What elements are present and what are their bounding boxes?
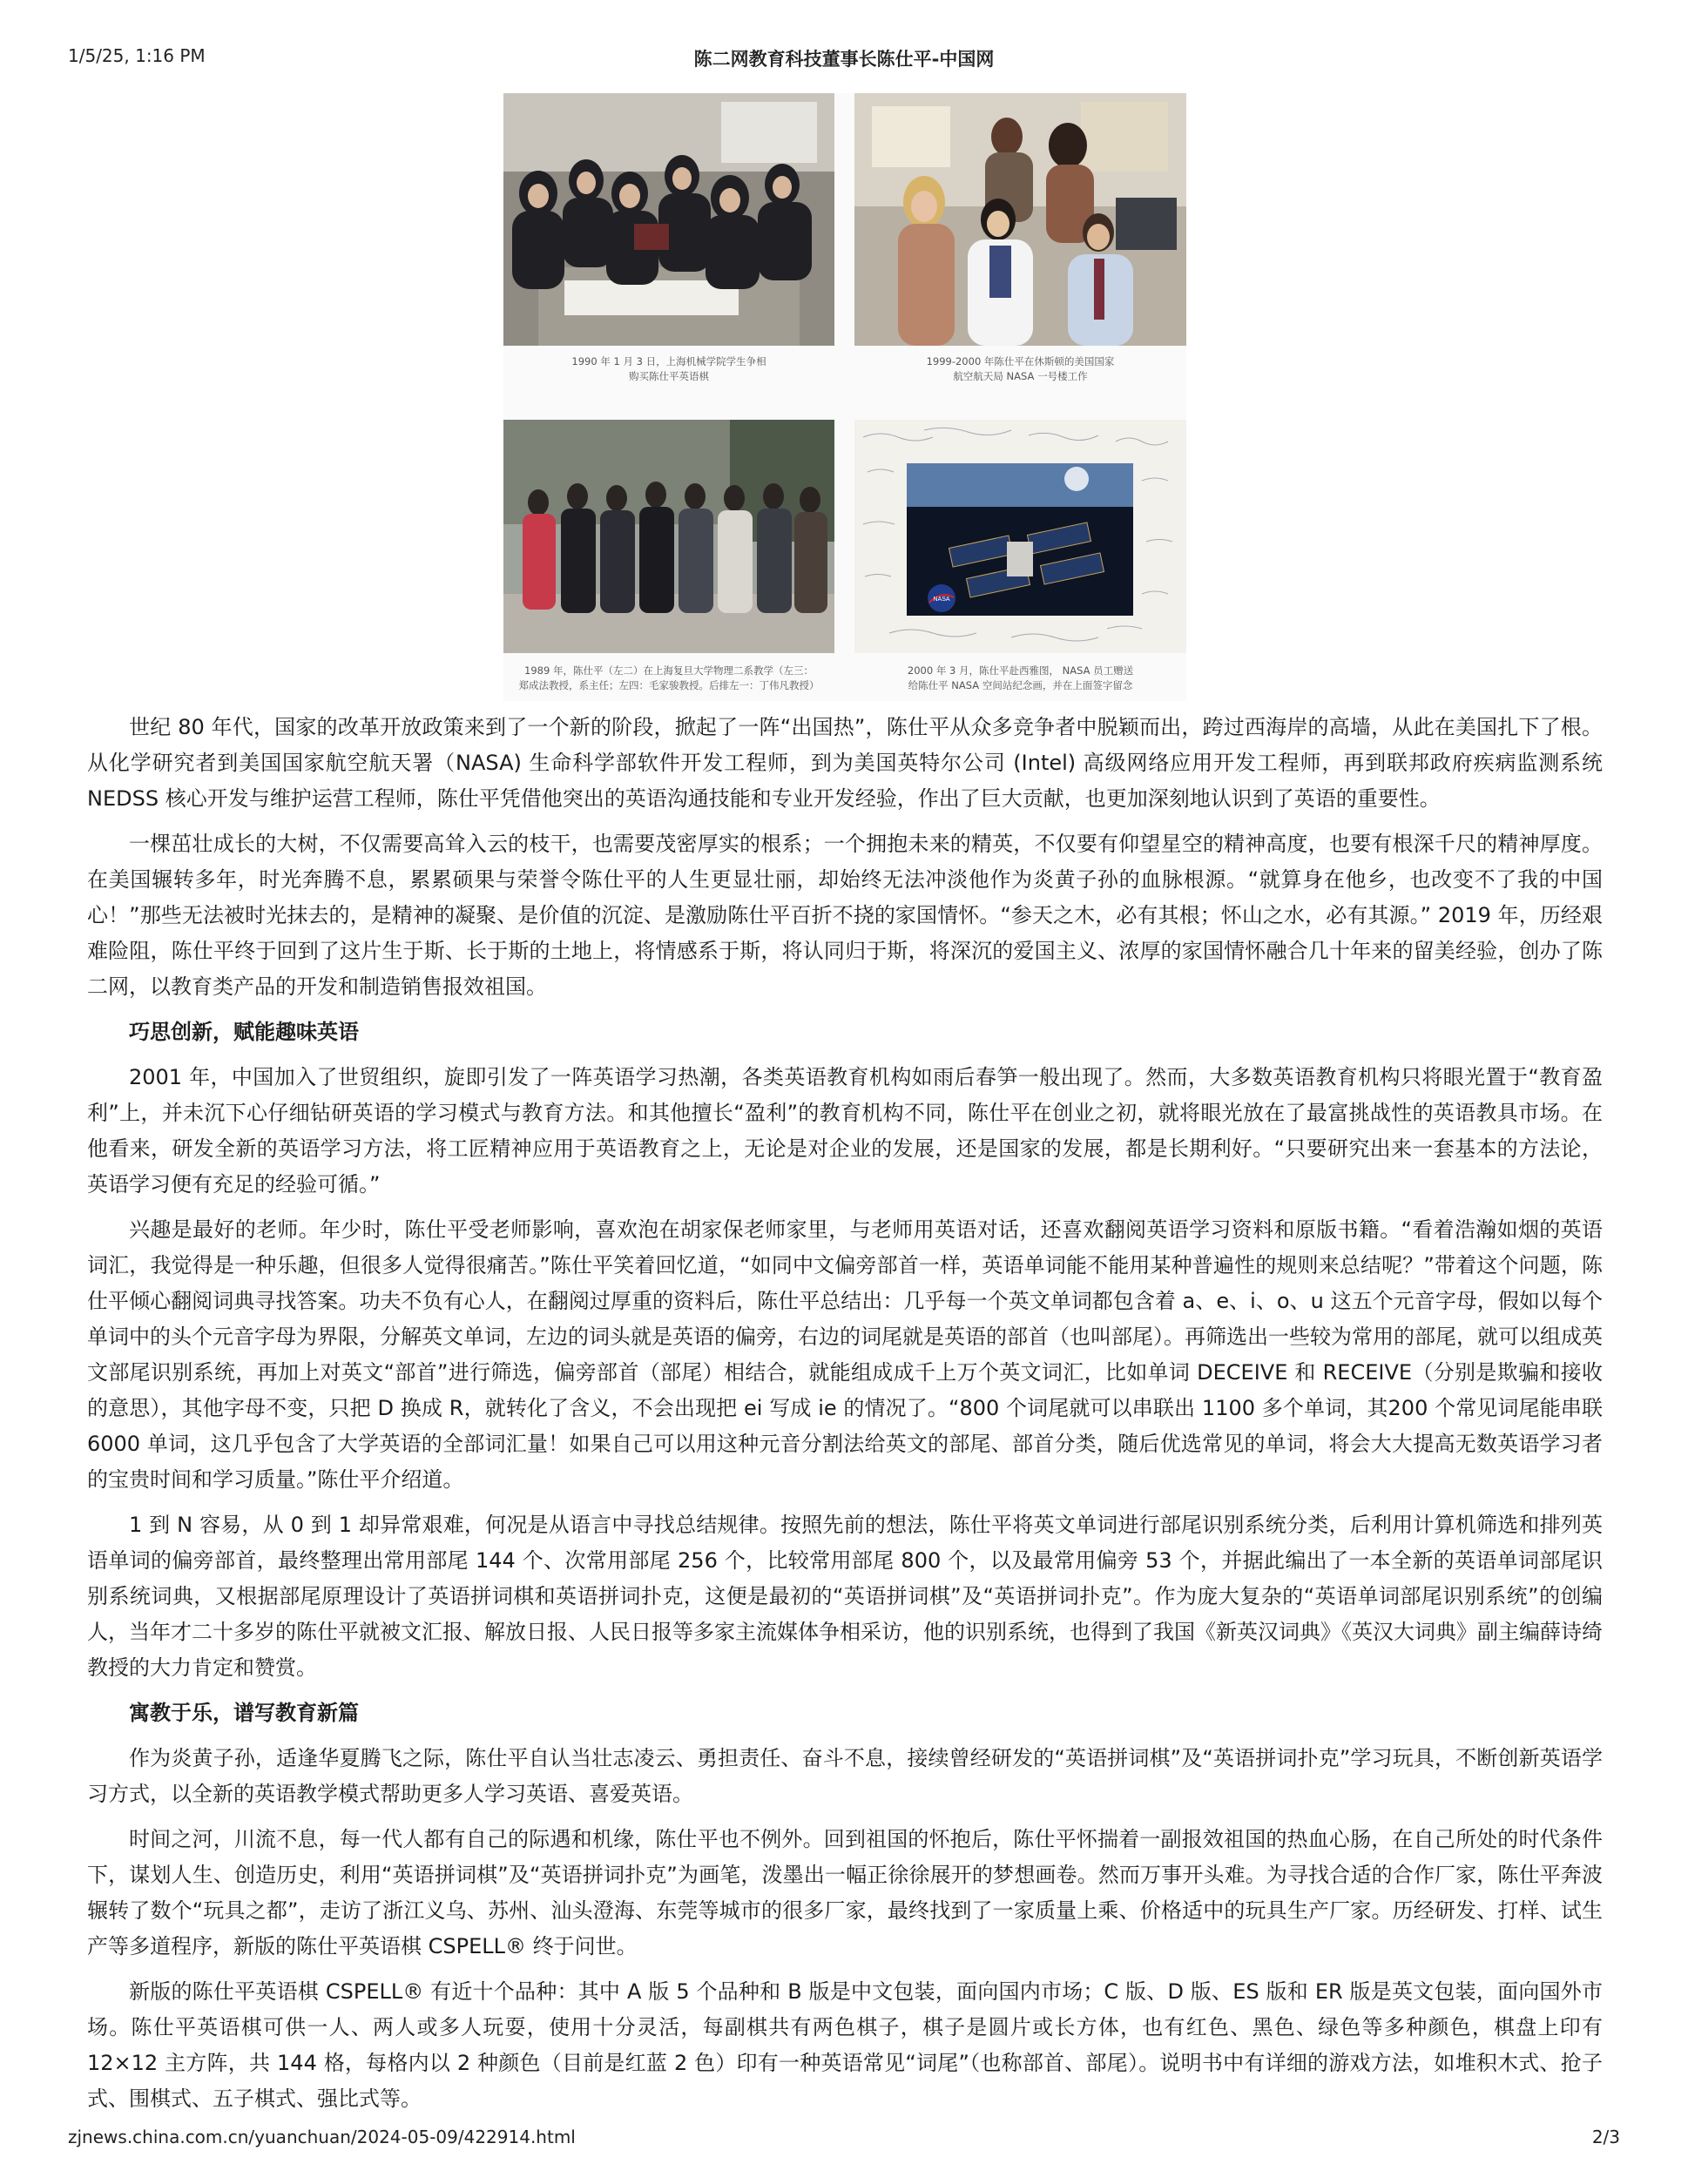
article-paragraph: 2001 年，中国加入了世贸组织，旋即引发了一阵英语学习热潮，各类英语教育机构如雨后春笋一般出现了。然而，大多数英语教育机构只将眼光置于“教育盈利”上，并未沉下心仔细钻研英语的学习模式与教育方法。和其他擅长“盈利”的教育机构不同，陈仕平在创业之初，就将眼光放在了最富挑战性的英语教具市场。在他看来，研发全新的英语学习方法，将工匠精神应用于英语教育之上，无论是对企业的发展，还是国家的发展，都是长期利好。“只要研究出来一套基本的方法论，英语学习便有充足的经验可循。” [87,1065,1603,1196]
nasa-logo-text: NASA [933,597,950,603]
article-paragraph: 作为炎黄子孙，适逢华夏腾飞之际，陈仕平自认当壮志凌云、勇担责任、奋斗不息，接续曾经研发的“英语拼词棋”及“英语拼词扑克”学习玩具，不断创新英语学习方式，以全新的英语教学模式帮助更多人学习英语、喜爱英语。 [87,1746,1603,1806]
source-url: zjnews.china.com.cn/yuanchuan/2024-05-09/422914.html [68,2127,576,2147]
page-number: 2/3 [1591,2127,1620,2147]
section-heading: 寓教于乐，谱写教育新篇 [129,1701,359,1725]
photo-fudan-group [503,420,834,653]
photo-students-1990-image [503,93,834,346]
article-paragraph: 一棵茁壮成长的大树，不仅需要高耸入云的枝干，也需要茂密厚实的根系；一个拥抱未来的精英，不仅要有仰望星空的精神高度，也要有根深千尺的精神厚度。在美国辗转多年，时光奔腾不息，累累硕果与荣誉令陈仕平的人生更显壮丽，却始终无法冲淡他作为炎黄子孙的血脉根源。“就算身在他乡，也改变不了我的中国心！”那些无法被时光抹去的，是精神的凝聚、是价值的沉淀、是激励陈仕平百折不挠的家国情怀。“参天之木，必有其根；怀山之水，必有其源。” 2019 年，历经艰难险阻，陈仕平终于回到了这片生于斯、长于斯的土地上，将情感系于斯，将认同归于斯，将深沉的爱国主义、浓厚的家国情怀融合几十年来的留美经验，创办了陈二网，以教育类产品的开发和制造销售报效祖国。 [87,832,1603,999]
photo-collage [503,93,1186,701]
article-paragraph: 世纪 80 年代，国家的改革开放政策来到了一个新的阶段，掀起了一阵“出国热”，陈仕平从众多竞争者中脱颖而出，跨过西海岸的高墙，从此在美国扎下了根。从化学研究者到美国国家航空航天署（NASA) 生命科学部软件开发工程师，到为美国英特尔公司 (Intel) 高级网络应用开发工程师，再到联邦政府疾病监测系统 NEDSS 核心开发与维护运营工程师，陈仕平凭借他突出的英语沟通技能和专业开发经验，作出了巨大贡献，也更加深刻地认识到了英语的重要性。 [87,715,1603,811]
caption-photo-2: 1999-2000 年陈仕平在休斯顿的美国国家 航空航天局 NASA 一号楼工作 [926,355,1115,382]
print-datetime: 1/5/25, 1:16 PM [68,45,206,66]
page-header [68,45,1620,71]
photo-space-station-gift-image [854,420,1186,653]
page-title: 陈二网教育科技董事长陈仕平-中国网 [693,49,995,70]
article-paragraph: 新版的陈仕平英语棋 CSPELL® 有近十个品种：其中 A 版 5 个品种和 B 版是中文包装，面向国内市场；C 版、D 版、ES 版和 ER 版是英文包装，面向国外市场。陈仕平英语棋可供一人、两人或多人玩耍，使用十分灵活，每副棋共有两色棋子，棋子是圆片或长方体，也有红色、黑色、绿色等多种颜色，棋盘上印有 12×12 主方阵，共 144 格，每格内以 2 种颜色（目前是红蓝 2 色）印有一种英语常见“词尾”（也称部首、部尾）。说明书中有详细的游戏方法，如堆积木式、抢子式、围棋式、五子棋式、强比式等。 [87,1979,1603,2111]
caption-photo-4: 2000 年 3 月，陈仕平赴西雅图， NASA 员工赠送 给陈仕平 NASA 空间站纪念画，并在上面签字留念 [907,664,1134,691]
article-paragraph: 兴趣是最好的老师。年少时，陈仕平受老师影响，喜欢泡在胡家保老师家里，与老师用英语对话，还喜欢翻阅英语学习资料和原版书籍。“看着浩瀚如烟的英语词汇，我觉得是一种乐趣，但很多人觉得很痛苦。”陈仕平笑着回忆道，“如同中文偏旁部首一样，英语单词能不能用某种普遍性的规则来总结呢？”带着这个问题，陈仕平倾心翻阅词典寻找答案。功夫不负有心人，在翻阅过厚重的资料后，陈仕平总结出：几乎每一个英文单词都包含着 a、e、i、o、u 这五个元音字母，假如以每个单词中的头个元音字母为界限，分解英文单词，左边的词头就是英语的偏旁，右边的词尾就是英语的部首（也叫部尾）。再筛选出一些较为常用的部尾，就可以组成英文部尾识别系统，再加上对英文“部首”进行筛选，偏旁部首（部尾）相结合，就能组成成千上万个英文词汇，比如单词 DECEIVE 和 RECEIVE（分别是欺骗和接收的意思），其他字母不变，只把 D 换成 R，就转化了含义，不会出现把 ei 写成 ie 的情况了。“800 个词尾就可以串联出 1100 多个单词，其200 个常见词尾能串联 6000 单词，这几乎包含了大学英语的全部词汇量！如果自己可以用这种元音分割法给英文的部尾、部首分类，随后优选常见的单词，将会大大提高无数英语学习者的宝贵时间和学习质量。”陈仕平介绍道。 [87,1217,1603,1492]
article-paragraph: 1 到 N 容易，从 0 到 1 却异常艰难，何况是从语言中寻找总结规律。按照先前的想法，陈仕平将英文单词进行部尾识别系统分类，后利用计算机筛选和排列英语单词的偏旁部首，最终整理出常用部尾 144 个、次常用部尾 256 个，比较常用部尾 800 个，以及最常用偏旁 53 个，并据此编出了一本全新的英语单词部尾识别系统词典，又根据部尾原理设计了英语拼词棋和英语拼词扑克，这便是最初的“英语拼词棋”及“英语拼词扑克”。作为庞大复杂的“英语单词部尾识别系统”的创编人，当年才二十多岁的陈仕平就被文汇报、解放日报、人民日报等多家主流媒体争相采访，他的识别系统，也得到了我国《新英汉词典》《英汉大词典》副主编薛诗绮教授的大力肯定和赞赏。 [87,1513,1603,1680]
photo-nasa-office-image [854,93,1186,346]
photo-students-1990 [503,93,834,346]
photo-nasa-office [854,93,1186,346]
caption-photo-3: 1989 年，陈仕平（左二）在上海复旦大学物理二系教学（左三： 郑成法教授，系主任；左四：毛家骏教授。后排左一：丁伟凡教授） [518,664,820,691]
photo-space-station-gift [854,420,1186,653]
caption-photo-1: 1990 年 1 月 3 日，上海机械学院学生争相 购买陈仕平英语棋 [571,355,766,382]
section-heading: 巧思创新，赋能趣味英语 [129,1020,359,1044]
article-body [87,710,1603,2127]
article-paragraph: 时间之河，川流不息，每一代人都有自己的际遇和机缘，陈仕平也不例外。回到祖国的怀抱后，陈仕平怀揣着一副报效祖国的热血心肠，在自己所处的时代条件下，谋划人生、创造历史，利用“英语拼词棋”及“英语拼词扑克”为画笔，泼墨出一幅正徐徐展开的梦想画卷。然而万事开头难。为寻找合适的合作厂家，陈仕平奔波辗转了数个“玩具之都”，走访了浙江义乌、苏州、汕头澄海、东莞等城市的很多厂家，最终找到了一家质量上乘、价格适中的玩具生产厂家。历经研发、打样、试生产等多道程序，新版的陈仕平英语棋 CSPELL® 终于问世。 [87,1827,1603,1958]
photo-fudan-group-image [503,420,834,653]
